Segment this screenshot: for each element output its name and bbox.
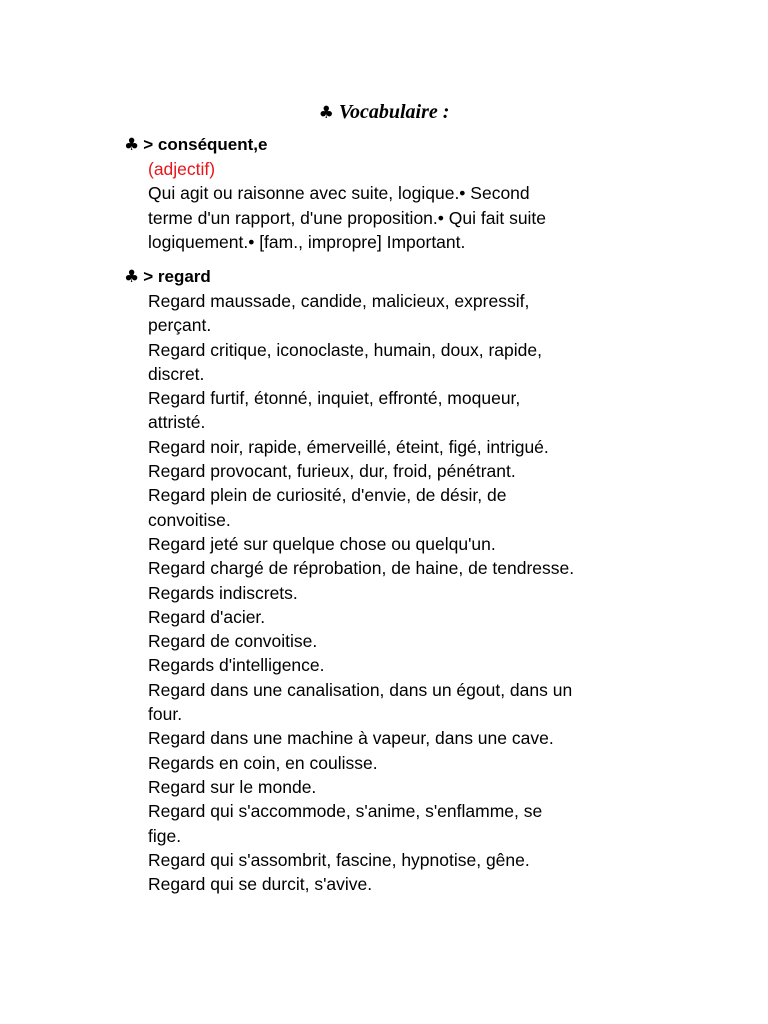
club-bullet-icon: ♣: [318, 103, 334, 123]
example-line: discret.: [148, 363, 205, 384]
page-title: [0, 99, 768, 126]
club-bullet-icon: ♣: [124, 135, 140, 155]
example-line: Regard provocant, furieux, dur, froid, pénétrant.: [148, 461, 516, 482]
example-line: Regard noir, rapide, émerveillé, éteint, figé, intrigué.: [148, 436, 549, 457]
example-line: perçant.: [148, 315, 212, 336]
example-line: Regard maussade, candide, malicieux, expressif,: [148, 291, 530, 311]
title-text: Vocabulaire :: [338, 101, 450, 123]
club-bullet-icon: ♣: [124, 267, 140, 287]
vocabulary-entry-regard: [124, 265, 684, 896]
vocabulary-entry-consequent: [124, 133, 684, 254]
example-line: Regard dans une machine à vapeur, dans une cave.: [148, 728, 554, 749]
example-line: Regards d'intelligence.: [148, 655, 325, 676]
example-line: Regards en coin, en coulisse.: [148, 752, 378, 773]
headword-text: > conséquent,e: [143, 135, 268, 154]
entry-examples: [148, 289, 684, 896]
example-line: Regard chargé de réprobation, de haine, de tendresse.: [148, 558, 575, 579]
example-line: Regard de convoitise.: [148, 631, 318, 652]
entry-headword: [124, 133, 684, 157]
example-line: Regard critique, iconoclaste, humain, doux, rapide,: [148, 339, 542, 360]
example-line: Regard plein de curiosité, d'envie, de désir, de: [148, 485, 507, 506]
example-line: fige.: [148, 825, 182, 846]
example-line: Regards indiscrets.: [148, 582, 298, 603]
entry-headword: [124, 265, 684, 289]
example-line: Regard qui s'accommode, s'anime, s'enflamme, se: [148, 801, 543, 822]
headword-text: > regard: [143, 267, 211, 286]
example-line: Regard dans une canalisation, dans un égout, dans un: [148, 679, 573, 700]
definition-line: Qui agit ou raisonne avec suite, logique.• Second: [148, 183, 530, 204]
example-line: Regard qui s'assombrit, fascine, hypnotise, gêne.: [148, 849, 530, 870]
entry-definition: [148, 157, 684, 254]
example-line: four.: [148, 704, 183, 725]
example-line: convoitise.: [148, 509, 231, 530]
example-line: Regard furtif, étonné, inquiet, effronté, moqueur,: [148, 388, 521, 409]
part-of-speech-label: (adjectif): [148, 159, 216, 179]
example-line: Regard jeté sur quelque chose ou quelqu'un.: [148, 533, 496, 554]
definition-line: logiquement.• [fam., impropre] Important.: [148, 231, 466, 252]
definition-line: terme d'un rapport, d'une proposition.• Qui fait suite: [148, 207, 547, 228]
example-line: Regard qui se durcit, s'avive.: [148, 874, 373, 895]
example-line: attristé.: [148, 412, 206, 433]
example-line: Regard sur le monde.: [148, 776, 317, 797]
example-line: Regard d'acier.: [148, 606, 266, 627]
